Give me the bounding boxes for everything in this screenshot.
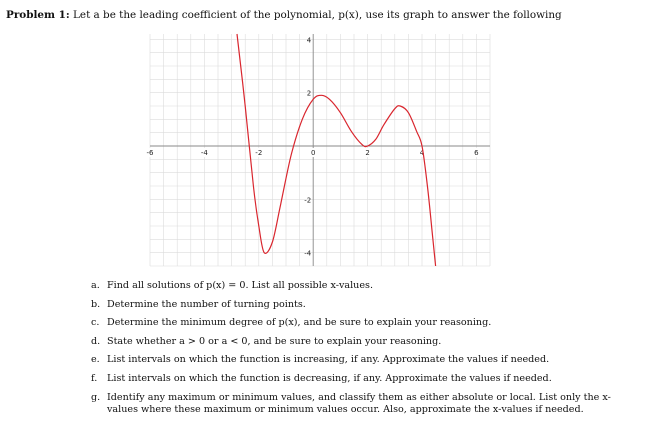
x-tick-label: 6 (474, 149, 479, 157)
question-text: State whether a > 0 or a < 0, and be sure to explain your reasoning. (107, 335, 442, 347)
question-text: List intervals on which the function is decreasing, if any. Approximate the values if needed. (107, 372, 552, 384)
question-text: Identify any maximum or minimum values, and classify them as either absolute or local. List only the x-values where these maximum or minimum values occur. Also, approximate the x-values if needed. (107, 391, 611, 415)
problem-label: Problem 1: (6, 9, 70, 21)
question-item-c (91, 317, 631, 329)
question-label: d. (91, 335, 101, 347)
question-item-e (91, 354, 631, 366)
y-tick-label: 2 (306, 89, 312, 98)
question-label: g. (91, 391, 101, 403)
x-tick-label: -2 (255, 149, 263, 157)
question-label: f. (91, 372, 98, 384)
question-label: b. (91, 298, 101, 310)
x-tick-label: -6 (146, 149, 154, 157)
y-tick-label: -2 (304, 196, 312, 205)
x-tick-label: 0 (310, 149, 316, 157)
x-tick-label: 2 (365, 149, 370, 157)
problem-header (6, 9, 646, 21)
question-item-d (91, 336, 631, 348)
question-item-f (91, 373, 631, 385)
x-tick-label: -4 (200, 149, 208, 157)
question-text: Determine the number of turning points. (107, 298, 306, 310)
question-text: List intervals on which the function is increasing, if any. Approximate the values if needed. (107, 354, 550, 366)
y-tick-label: 4 (306, 36, 312, 45)
question-label: e. (91, 354, 100, 366)
polynomial-graph (146, 34, 490, 266)
question-text: Determine the minimum degree of p(x), and be sure to explain your reasoning. (107, 317, 492, 329)
question-label: a. (91, 280, 100, 291)
question-list (91, 280, 631, 422)
y-tick-label: -4 (304, 249, 312, 258)
question-item-g (91, 392, 631, 416)
question-item-a (91, 280, 631, 292)
problem-statement: Let a be the leading coefficient of the polynomial, p(x), use its graph to answer the following (73, 9, 562, 21)
question-label: c. (91, 317, 100, 329)
question-text: Find all solutions of p(x) = 0. List all possible x-values. (107, 280, 374, 291)
polynomial-curve (237, 34, 436, 266)
question-item-b (91, 299, 631, 311)
x-tick-label: 4 (419, 149, 425, 157)
